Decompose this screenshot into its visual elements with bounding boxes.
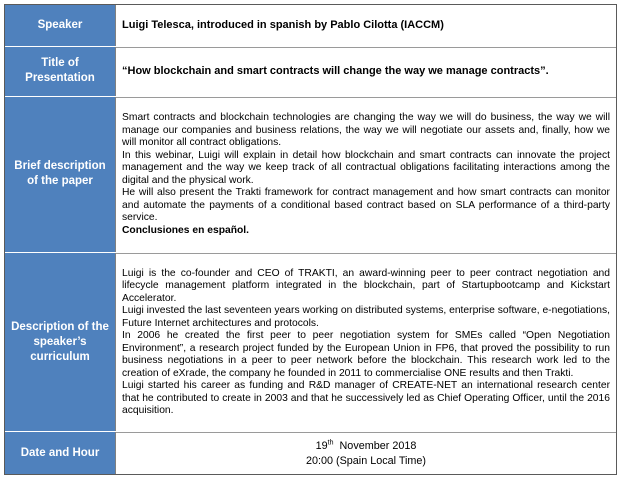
curriculum-paragraph: Luigi invested the last seventeen years working on distributed systems, enterprise software, e-negotiations, Future Internet architectures and protocols.: [122, 305, 610, 329]
brief-paragraph: Smart contracts and blockchain technologies are changing the way we will do business, the way we will manage our companies and business relations, the way we will negotiate our assets and, finally, how we will monitor all contract obligations.: [122, 112, 610, 149]
brief-paragraph: In this webinar, Luigi will explain in detail how blockchain and smart contracts can innovate the project management and the way we keep track of all contractual obligations facilitating interactions among the digital and the physical work.: [122, 149, 610, 186]
date-row: [5, 432, 616, 474]
date-day-suffix: th: [327, 439, 334, 446]
speaker-value: Luigi Telesca, introduced in spanish by Pablo Cilotta (IACCM): [122, 19, 444, 32]
date-day: 19: [315, 439, 328, 452]
curriculum-value: [116, 253, 616, 431]
curriculum-paragraph: Luigi started his career as funding and R&D manager of CREATE-NET an international research center that he contributed to create in 2003 and that he successively led as Chief Operating Officer, until the 2016 acquisition.: [122, 380, 610, 417]
brief-label: Brief description of the paper: [5, 97, 116, 252]
speaker-row: [5, 5, 616, 47]
brief-closing: Conclusiones en español.: [122, 224, 250, 236]
curriculum-paragraph: Luigi is the co-founder and CEO of TRAKTI, an award-winning peer to peer contract negotiation and lifecycle management platform integrated in the blockchain, part of Startupbootcamp and Kickstart Accelerator.: [122, 267, 610, 304]
date-month-year: November 2018: [333, 439, 417, 452]
date-time: 20:00 (Spain Local Time): [305, 454, 427, 467]
event-info-table: [4, 4, 617, 475]
title-label: Title of Presentation: [5, 47, 116, 96]
curriculum-paragraph: In 2006 he created the first peer to peer negotiation system for SMEs called “Open Negotiation Environment”, a research project funded by the European Union in FP6, that proved the possibility to run business negotiations in a peer to peer network before the blockchain. This research work led to the creation of eXrade, the company he founded in 2011 to commercialise ONE results and then Trakti.: [122, 330, 610, 379]
date-label: Date and Hour: [5, 432, 116, 474]
curriculum-row: [5, 253, 616, 432]
title-row: [5, 47, 616, 97]
brief-row: [5, 97, 616, 253]
speaker-label: Speaker: [5, 5, 116, 46]
curriculum-label: Description of the speaker’s curriculum: [5, 253, 116, 431]
brief-paragraph: He will also present the Trakti framework for contract management and how smart contracts can monitor and automate the payments of a conditional based contract based on SLA performance of a third-party service.: [122, 187, 610, 224]
date-value: [116, 432, 616, 474]
date-day-line: [316, 439, 417, 454]
title-value: “How blockchain and smart contracts will change the way we manage contracts”.: [116, 47, 616, 96]
brief-value: [116, 97, 616, 252]
